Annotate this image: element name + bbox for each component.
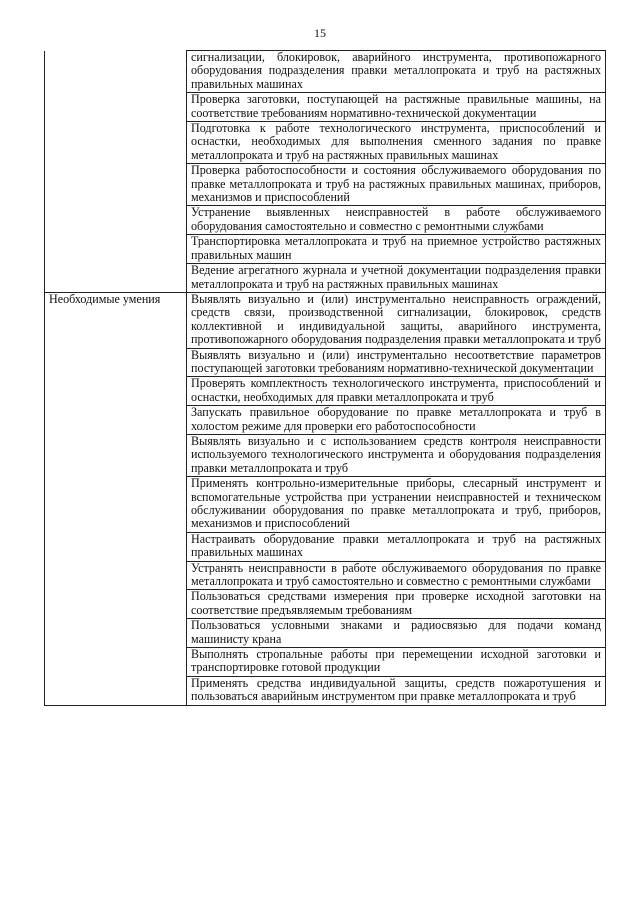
table-cell: Подготовка к работе технологического инструмента, приспособлений и оснастки, необходимых для выполнения сменного задания по правке металлопроката и труб на растяжных правильных машинах [187,122,606,164]
table-cell: Устранять неисправности в работе обслуживаемого оборудования по правке металлопроката и труб самостоятельно и совместно с ремонтными службами [187,561,606,590]
table-row [45,292,606,348]
table-cell: Транспортировка металлопроката и труб на приемное устройство растяжных правильных машин [187,235,606,264]
table-cell: Применять средства индивидуальной защиты, средств пожаротушения и пользоваться аварийным инструментом при правке металлопроката и труб [187,676,606,705]
table-cell: Применять контрольно-измерительные приборы, слесарный инструмент и вспомогательные устройства при устранении неисправностей и техническом обслуживании оборудования по правке металлопроката и труб, приборов, механизмов и приспособлений [187,477,606,533]
requirements-table [44,50,606,706]
table-cell: Выполнять стропальные работы при перемещении исходной заготовки и транспортировке готовой продукции [187,648,606,677]
table-cell: сигнализации, блокировок, аварийного инструмента, противопожарного оборудования подразделения правки металлопроката и труб на растяжных правильных машинах [187,51,606,93]
table-cell: Выявлять визуально и (или) инструментально неисправность ограждений, средств связи, производственной сигнализации, блокировок, средств коллективной и индивидуальной защиты, аварийного инструмента, противопожарного оборудования подразделения правки металлопроката и труб [187,292,606,348]
table-cell: Устранение выявленных неисправностей в работе обслуживаемого оборудования самостоятельно и совместно с ремонтными службами [187,206,606,235]
table-cell: Настраивать оборудование правки металлопроката и труб на растяжных правильных машинах [187,532,606,561]
skills-label: Необходимые умения [45,292,187,705]
table-cell: Ведение агрегатного журнала и учетной документации подразделения правки металлопроката и труб на растяжных правильных машинах [187,264,606,293]
table-cell: Проверка работоспособности и состояния обслуживаемого оборудования по правке металлопроката и труб на растяжных правильных машинах, приборов, механизмов и приспособлений [187,164,606,206]
label-cell-empty [45,51,187,293]
table-cell: Проверка заготовки, поступающей на растяжные правильные машины, на соответствие требованиям нормативно-технической документации [187,93,606,122]
table-cell: Выявлять визуально и с использованием средств контроля неисправности используемого технологического инструмента и оборудования подразделения правки металлопроката и труб [187,434,606,476]
table-cell: Проверять комплектность технологического инструмента, приспособлений и оснастки, необходимых для правки металлопроката и труб [187,377,606,406]
table-cell: Пользоваться условными знаками и радиосвязью для подачи команд машинисту крана [187,619,606,648]
table-row [45,51,606,93]
table-cell: Выявлять визуально и (или) инструментально несоответствие параметров поступающей заготовки требованиям нормативно-технической документации [187,348,606,377]
page-number: 15 [314,26,326,40]
table-cell: Пользоваться средствами измерения при проверке исходной заготовки на соответствие предъявляемым требованиям [187,590,606,619]
table-cell: Запускать правильное оборудование по правке металлопроката и труб в холостом режиме для проверки его работоспособности [187,406,606,435]
